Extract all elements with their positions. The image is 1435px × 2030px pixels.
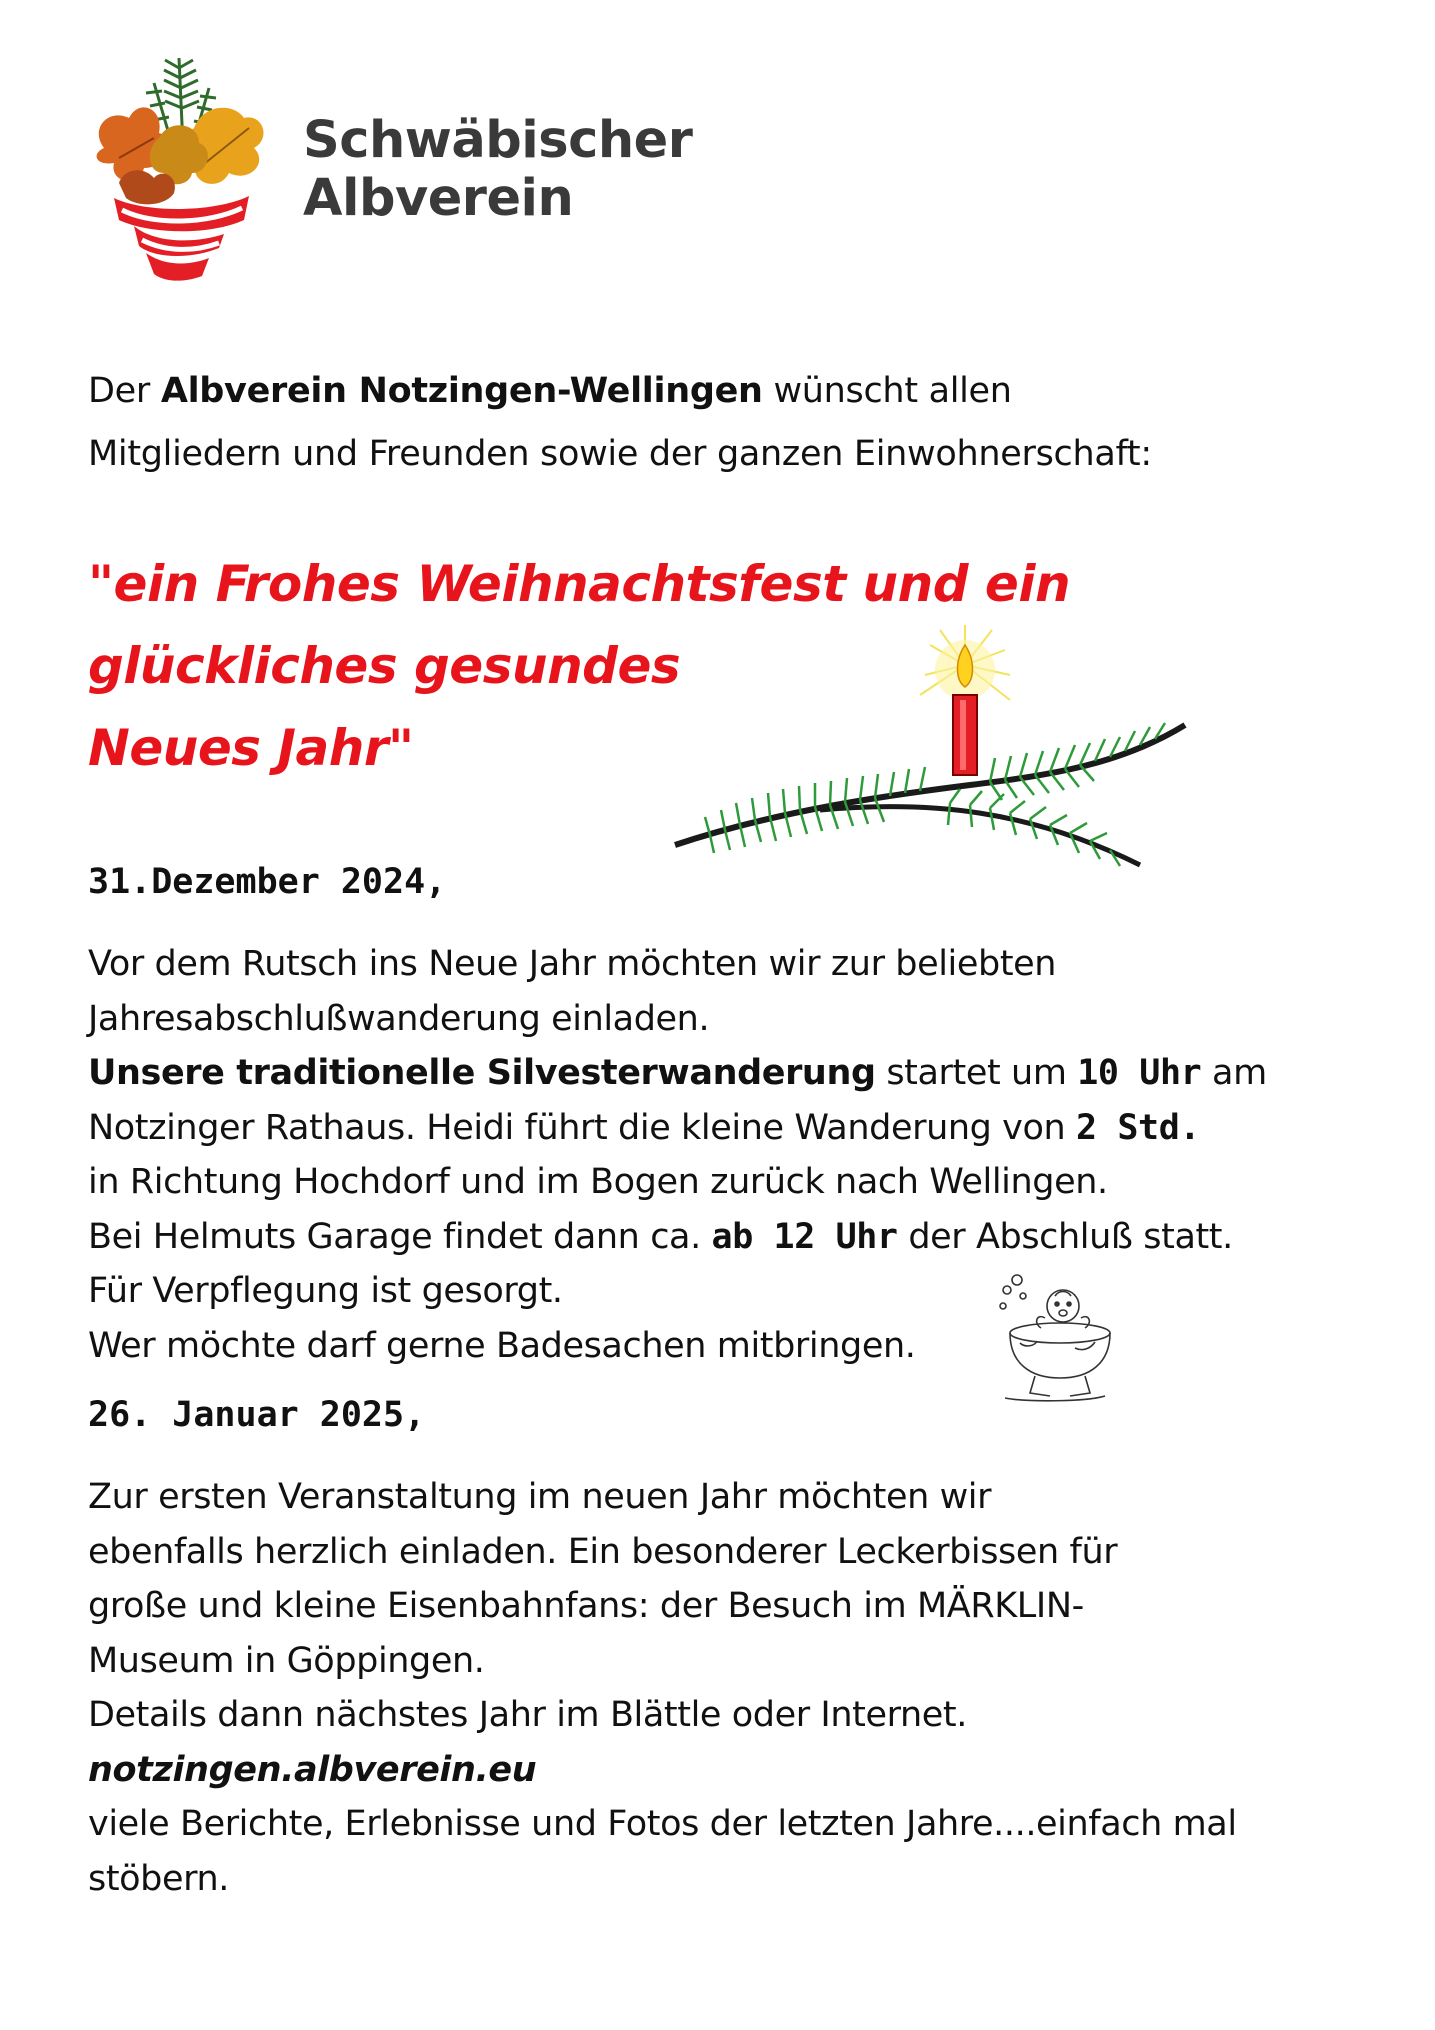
event-1-line-8: Wer möchte darf gerne Badesachen mitbringen. (88, 1325, 916, 1366)
event-2-line-2: ebenfalls herzlich einladen. Ein besonderer Leckerbissen für (88, 1531, 1118, 1572)
logo-line-2: Albverein (303, 169, 574, 228)
intro-suffix: wünscht allen (762, 371, 1012, 411)
event-2-date: 26. Januar 2025, (88, 1395, 426, 1435)
event-2-line-5: Details dann nächstes Jahr im Blättle oder Internet. (88, 1695, 967, 1735)
event-2-line-1: Zur ersten Veranstaltung im neuen Jahr möchten wir (88, 1477, 992, 1517)
event-1-end-time: ab 12 Uhr (711, 1216, 898, 1257)
event-1-line-6-end: der Abschluß statt. (897, 1216, 1233, 1257)
candle-fir-branch-icon (670, 625, 1190, 895)
albverein-logo-icon (84, 48, 274, 288)
intro-prefix: Der (88, 371, 161, 411)
event-1-line-4 (88, 1101, 1267, 1156)
intro-line-1 (88, 360, 1152, 423)
event-2-line-6: viele Berichte, Erlebnisse und Fotos der letzten Jahre....einfach mal (88, 1804, 1237, 1844)
event-2-description (88, 1470, 1237, 1906)
event-2-line-4: Museum in Göppingen. (88, 1640, 485, 1681)
event-1-line-1: Vor dem Rutsch ins Neue Jahr möchten wir zur beliebten (88, 944, 1057, 984)
event-1-line-6 (88, 1210, 1267, 1265)
greeting-line-3: Neues Jahr" (88, 719, 414, 777)
club-name: Albverein Notzingen-Wellingen (160, 371, 763, 411)
event-1-title: Unsere traditionelle Silvesterwanderung (88, 1053, 876, 1093)
event-1-start-time: 10 Uhr (1077, 1053, 1202, 1093)
event-1-line-2: Jahresabschlußwanderung einladen. (88, 998, 710, 1039)
event-1-line-7: Für Verpflegung ist gesorgt. (88, 1271, 563, 1311)
bathtub-child-icon (995, 1268, 1115, 1408)
logo-wordmark (303, 112, 692, 228)
event-2-line-3: große und kleine Eisenbahnfans: der Besuch im MÄRKLIN- (88, 1586, 1084, 1626)
event-1-line-6-text: Bei Helmuts Garage findet dann ca. (88, 1216, 712, 1257)
event-1-date: 31.Dezember 2024, (88, 862, 447, 902)
event-1-line-3 (88, 1046, 1267, 1101)
event-1-line-4-text: Notzinger Rathaus. Heidi führt die kleine Wanderung von (88, 1107, 1077, 1148)
event-1-line-3-mid: startet um (875, 1053, 1078, 1093)
event-2-line-7: stöbern. (88, 1858, 230, 1899)
intro-text (88, 360, 1152, 486)
greeting-line-2: glückliches gesundes (88, 637, 681, 695)
event-1-line-5: in Richtung Hochdorf und im Bogen zurück nach Wellingen. (88, 1162, 1108, 1202)
event-1-duration: 2 Std. (1076, 1107, 1201, 1148)
greeting-line-1: "ein Frohes Weihnachtsfest und ein (88, 555, 1071, 613)
event-1-line-3-end: am (1201, 1053, 1267, 1093)
logo-line-1: Schwäbischer (303, 111, 693, 170)
intro-line-2: Mitgliedern und Freunden sowie der ganzen Einwohnerschaft: (88, 434, 1152, 474)
website-link[interactable]: notzingen.albverein.eu (88, 1749, 537, 1790)
